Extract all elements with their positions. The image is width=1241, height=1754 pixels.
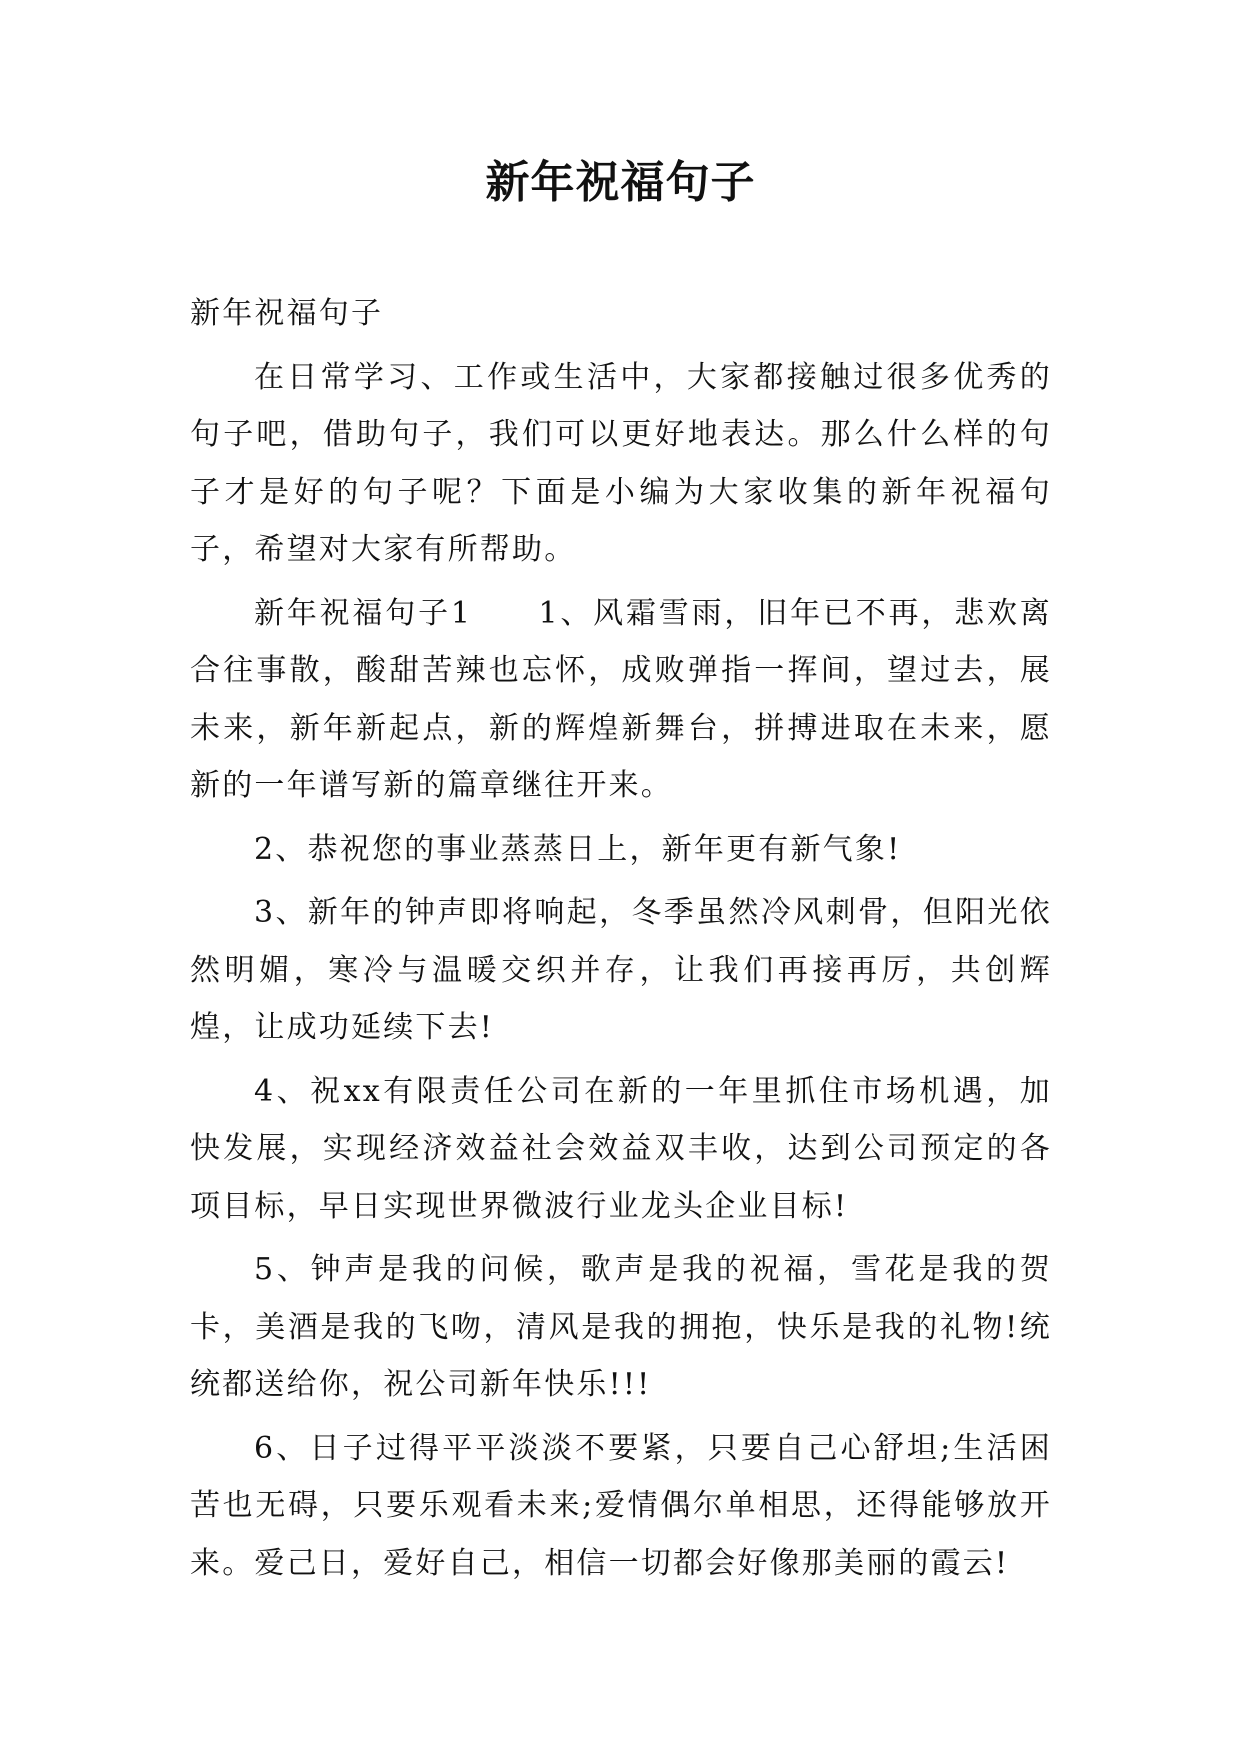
subtitle-paragraph: 新年祝福句子 bbox=[190, 296, 384, 331]
wish-paragraph-3: 3、新年的钟声即将响起，冬季虽然冷风刺骨，但阳光依然明媚，寒冷与温暖交织并存，让我们再接再厉，共创辉煌，让成功延续下去! bbox=[190, 895, 1052, 1045]
wish-paragraph-6: 6、日子过得平平淡淡不要紧，只要自己心舒坦;生活困苦也无碍，只要乐观看未来;爱情偶尔单相思，还得能够放开来。爱己日，爱好自己，相信一切都会好像那美丽的霞云! bbox=[190, 1430, 1052, 1581]
section-paragraph-1: 新年祝福句子1 1、风霜雪雨，旧年已不再，悲欢离合往事散，酸甜苦辣也忘怀，成败弹指一挥间，望过去，展未来，新年新起点，新的辉煌新舞台，拼搏进取在未来，愿新的一年谱写新的篇章继往开来。 bbox=[190, 595, 1052, 803]
wish-paragraph-5: 5、钟声是我的问候，歌声是我的祝福，雪花是我的贺卡，美酒是我的飞吻，清风是我的拥抱，快乐是我的礼物!统统都送给你，祝公司新年快乐!!! bbox=[190, 1252, 1052, 1402]
document-body bbox=[190, 285, 1052, 1598]
intro-paragraph: 在日常学习、工作或生活中，大家都接触过很多优秀的句子吧，借助句子，我们可以更好地表达。那么什么样的句子才是好的句子呢？下面是小编为大家收集的新年祝福句子，希望对大家有所帮助。 bbox=[190, 359, 1052, 567]
wish-paragraph-2: 2、恭祝您的事业蒸蒸日上，新年更有新气象! bbox=[254, 831, 902, 867]
document-title: 新年祝福句子 bbox=[485, 157, 756, 208]
wish-paragraph-4: 4、祝xx有限责任公司在新的一年里抓住市场机遇，加快发展，实现经济效益社会效益双丰收，达到公司预定的各项目标，早日实现世界微波行业龙头企业目标! bbox=[190, 1073, 1052, 1224]
